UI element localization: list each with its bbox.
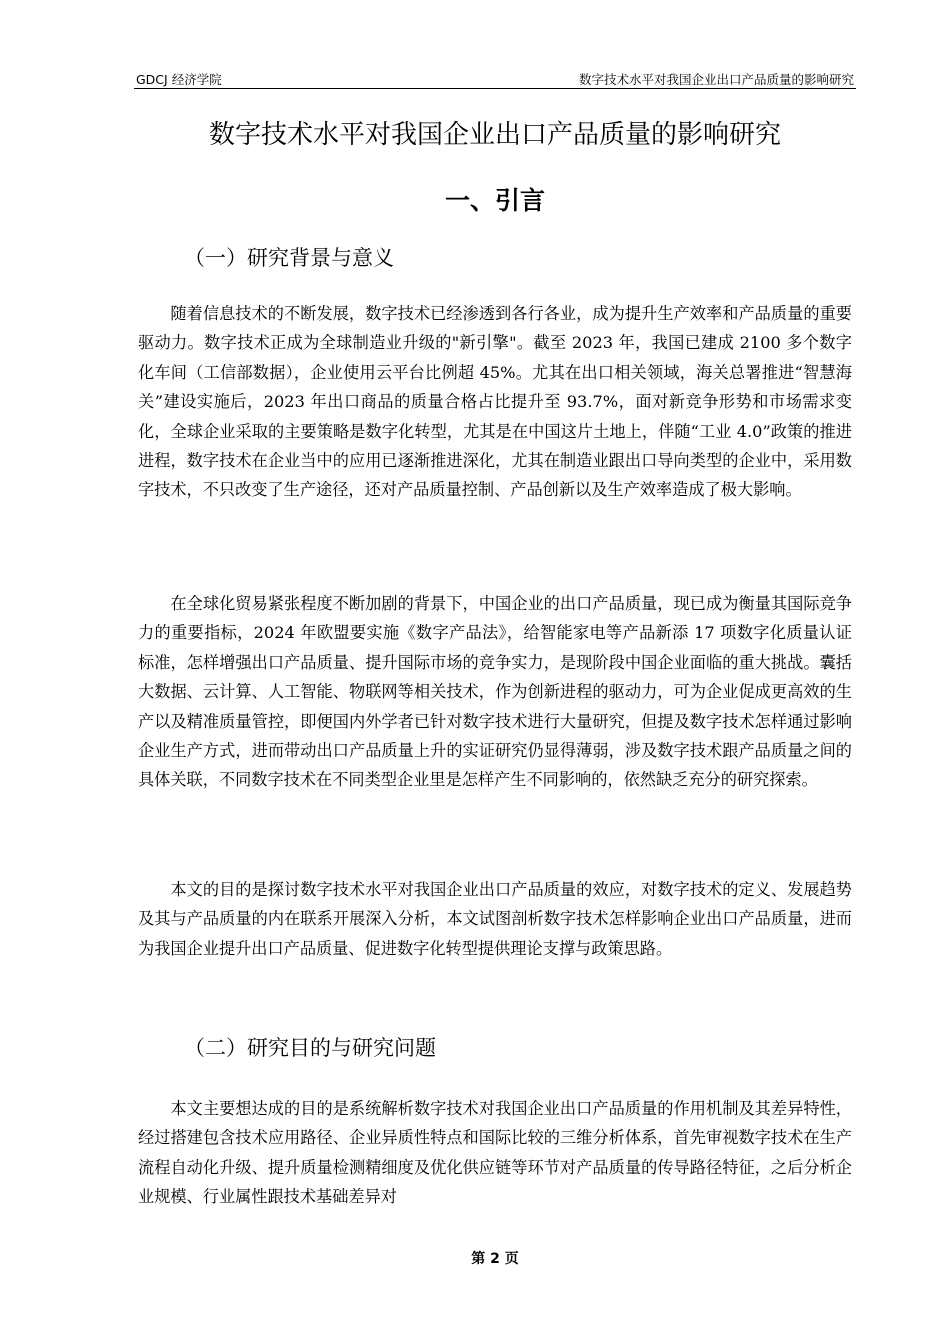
- page-number: 第 2 页: [471, 1251, 519, 1267]
- document-title: 数字技术水平对我国企业出口产品质量的影响研究: [208, 120, 781, 150]
- section-heading-introduction: 一、引言: [444, 186, 545, 215]
- header-school-name: GDCJ 经济学院: [136, 72, 222, 87]
- paragraph-background-2: 在全球化贸易紧张程度不断加剧的背景下，中国企业的出口产品质量，现已成为衡量其国际竞争力的重要指标，2024 年欧盟要实施《数字产品法》，给智能家电等产品新添 17 项数字化质量认证标准，怎样增强出口产品质量、提升国际市场的竞争实力，是现阶段中国企业面临的重大挑战。囊括大数据、云计算、人工智能、物联网等相关技术，作为创新进程的驱动力，可为企业促成更高效的生产以及精准质量管控，即便国内外学者已针对数字技术进行大量研究，但提及数字技术怎样通过影响企业生产方式，进而带动出口产品质量上升的实证研究仍显得薄弱，涉及数字技术跟产品质量之间的具体关联，不同数字技术在不同类型企业里是怎样产生不同影响的，依然缺乏充分的研究探索。: [138, 594, 852, 790]
- paragraph-background-3: 本文的目的是探讨数字技术水平对我国企业出口产品质量的效应，对数字技术的定义、发展趋势及其与产品质量的内在联系开展深入分析，本文试图剖析数字技术怎样影响企业出口产品质量，进而为我国企业提升出口产品质量、促进数字化转型提供理论支撑与政策思路。: [138, 880, 852, 958]
- header-running-title: 数字技术水平对我国企业出口产品质量的影响研究: [578, 72, 854, 87]
- subsection-heading-background: （一）研究背景与意义: [184, 246, 394, 270]
- paragraph-objectives-1: 本文主要想达成的目的是系统解析数字技术对我国企业出口产品质量的作用机制及其差异特性，经过搭建包含技术应用路径、企业异质性特点和国际比较的三维分析体系，首先审视数字技术在生产流程自动化升级、提升质量检测精细度及优化供应链等环节对产品质量的传导路径特征，之后分析企业规模、行业属性跟技术基础差异对: [138, 1099, 852, 1207]
- subsection-heading-objectives: （二）研究目的与研究问题: [184, 1036, 436, 1060]
- page-header: [134, 66, 856, 89]
- paragraph-background-1: 随着信息技术的不断发展，数字技术已经渗透到各行各业，成为提升生产效率和产品质量的重要驱动力。数字技术正成为全球制造业升级的"新引擎"。截至 2023 年，我国已建成 2100 多个数字化车间（工信部数据），企业使用云平台比例超 45%。尤其在出口相关领域，海关总署推进“智慧海关”建设实施后，2023 年出口商品的质量合格占比提升至 93.7%，面对新竞争形势和市场需求变化，全球企业采取的主要策略是数字化转型，尤其是在中国这片土地上，伴随“工业 4.0”政策的推进进程，数字技术在企业当中的应用已逐渐推进深化，尤其在制造业跟出口导向类型的企业中，采用数字技术，不只改变了生产途径，还对产品质量控制、产品创新以及生产效率造成了极大影响。: [138, 304, 852, 500]
